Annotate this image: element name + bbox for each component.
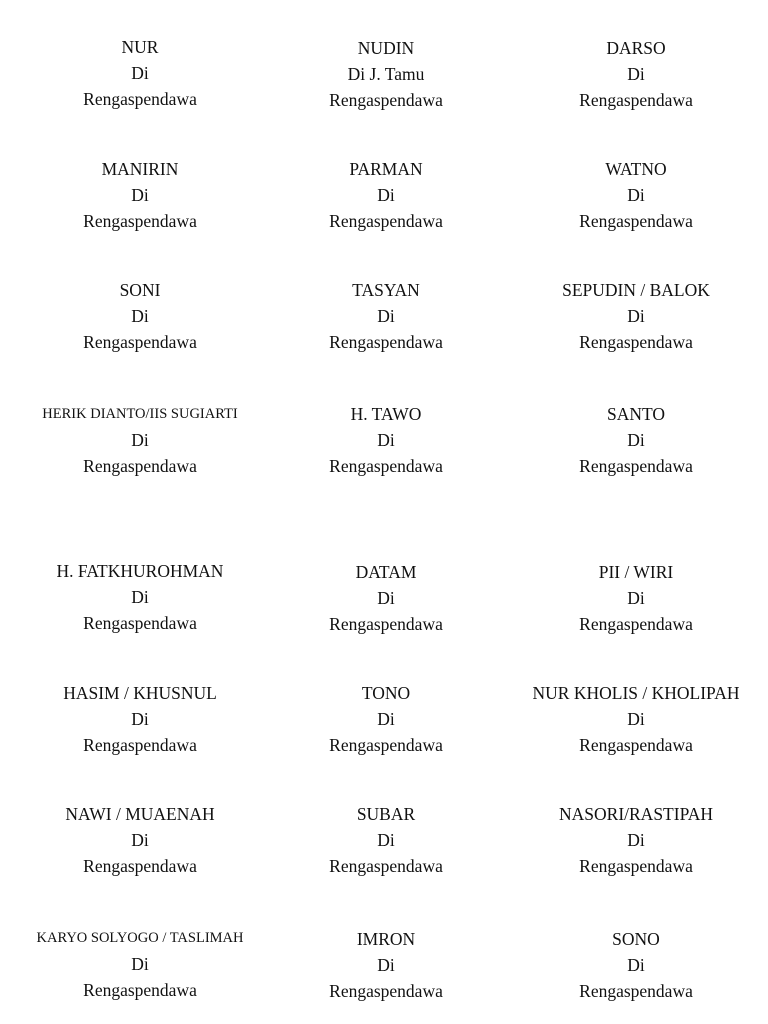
village-name: Rengaspendawa (329, 332, 443, 352)
village-name: Rengaspendawa (83, 856, 197, 876)
village-name: Rengaspendawa (329, 735, 443, 755)
address-line: Di (131, 587, 149, 607)
address-line: Di (377, 830, 395, 850)
village-name: Rengaspendawa (579, 735, 693, 755)
address-line: Di (377, 955, 395, 975)
address-line: Di (627, 588, 645, 608)
address-line: Di (131, 709, 149, 729)
village-name: Rengaspendawa (329, 90, 443, 110)
address-label (516, 35, 756, 113)
recipient-name: TONO (361, 683, 411, 703)
address-label (516, 559, 756, 637)
address-line: Di (131, 185, 149, 205)
address-line: Di (131, 830, 149, 850)
village-name: Rengaspendawa (83, 980, 197, 1000)
address-label (266, 156, 506, 234)
address-line: Di (627, 430, 645, 450)
recipient-name: KARYO SOLYOGO / TASLIMAH (36, 930, 244, 946)
recipient-name: NUR KHOLIS / KHOLIPAH (532, 683, 740, 703)
address-label (20, 925, 260, 1003)
village-name: Rengaspendawa (83, 211, 197, 231)
recipient-name: NASORI/RASTIPAH (559, 804, 713, 824)
village-name: Rengaspendawa (83, 613, 197, 633)
address-line: Di (131, 430, 149, 450)
address-line: Di (627, 64, 645, 84)
village-name: Rengaspendawa (329, 856, 443, 876)
address-label (516, 277, 756, 355)
address-line: Di (627, 306, 645, 326)
village-name: Rengaspendawa (329, 614, 443, 634)
address-label (266, 35, 506, 113)
recipient-name: NUDIN (357, 38, 415, 58)
address-label (20, 558, 260, 636)
recipient-name: PARMAN (349, 159, 423, 179)
address-line: Di (377, 588, 395, 608)
address-label (20, 801, 260, 879)
address-line: Di (627, 709, 645, 729)
recipient-name: NUR (121, 37, 159, 57)
address-line: Di (377, 709, 395, 729)
address-label (266, 680, 506, 758)
village-name: Rengaspendawa (579, 614, 693, 634)
recipient-name: SANTO (606, 404, 666, 424)
address-label (20, 680, 260, 758)
address-line: Di (131, 63, 149, 83)
village-name: Rengaspendawa (83, 456, 197, 476)
address-line: Di (627, 830, 645, 850)
address-line: Di (131, 954, 149, 974)
recipient-name: DATAM (355, 562, 417, 582)
address-label (20, 277, 260, 355)
address-label (20, 34, 260, 112)
address-label (266, 559, 506, 637)
village-name: Rengaspendawa (579, 856, 693, 876)
recipient-name: H. TAWO (350, 404, 422, 424)
address-line: Di (377, 430, 395, 450)
recipient-name: HASIM / KHUSNUL (63, 683, 217, 703)
village-name: Rengaspendawa (579, 456, 693, 476)
address-label (20, 401, 260, 479)
recipient-name: H. FATKHUROHMAN (56, 561, 224, 581)
address-label (266, 926, 506, 1004)
recipient-name: DARSO (606, 38, 666, 58)
recipient-name: SONO (612, 929, 660, 949)
address-label (516, 801, 756, 879)
village-name: Rengaspendawa (329, 981, 443, 1001)
address-label (516, 401, 756, 479)
recipient-name: SUBAR (356, 804, 416, 824)
recipient-name: NAWI / MUAENAH (65, 804, 215, 824)
address-label (516, 926, 756, 1004)
village-name: Rengaspendawa (579, 981, 693, 1001)
address-line: Di (627, 185, 645, 205)
village-name: Rengaspendawa (329, 456, 443, 476)
recipient-name: TASYAN (352, 280, 420, 300)
address-line: Di J. Tamu (347, 64, 425, 84)
village-name: Rengaspendawa (579, 332, 693, 352)
village-name: Rengaspendawa (83, 332, 197, 352)
recipient-name: PII / WIRI (598, 562, 674, 582)
village-name: Rengaspendawa (83, 89, 197, 109)
village-name: Rengaspendawa (83, 735, 197, 755)
address-label (266, 401, 506, 479)
address-label (266, 801, 506, 879)
address-label (516, 680, 756, 758)
recipient-name: MANIRIN (101, 159, 179, 179)
recipient-name: IMRON (356, 929, 416, 949)
recipient-name: SONI (119, 280, 161, 300)
recipient-name: SEPUDIN / BALOK (562, 280, 710, 300)
recipient-name: WATNO (605, 159, 667, 179)
address-line: Di (377, 306, 395, 326)
village-name: Rengaspendawa (579, 211, 693, 231)
address-line: Di (627, 955, 645, 975)
address-label (20, 156, 260, 234)
address-line: Di (377, 185, 395, 205)
village-name: Rengaspendawa (329, 211, 443, 231)
address-label (266, 277, 506, 355)
recipient-name: HERIK DIANTO/IIS SUGIARTI (42, 406, 238, 422)
address-line: Di (131, 306, 149, 326)
address-label (516, 156, 756, 234)
village-name: Rengaspendawa (579, 90, 693, 110)
